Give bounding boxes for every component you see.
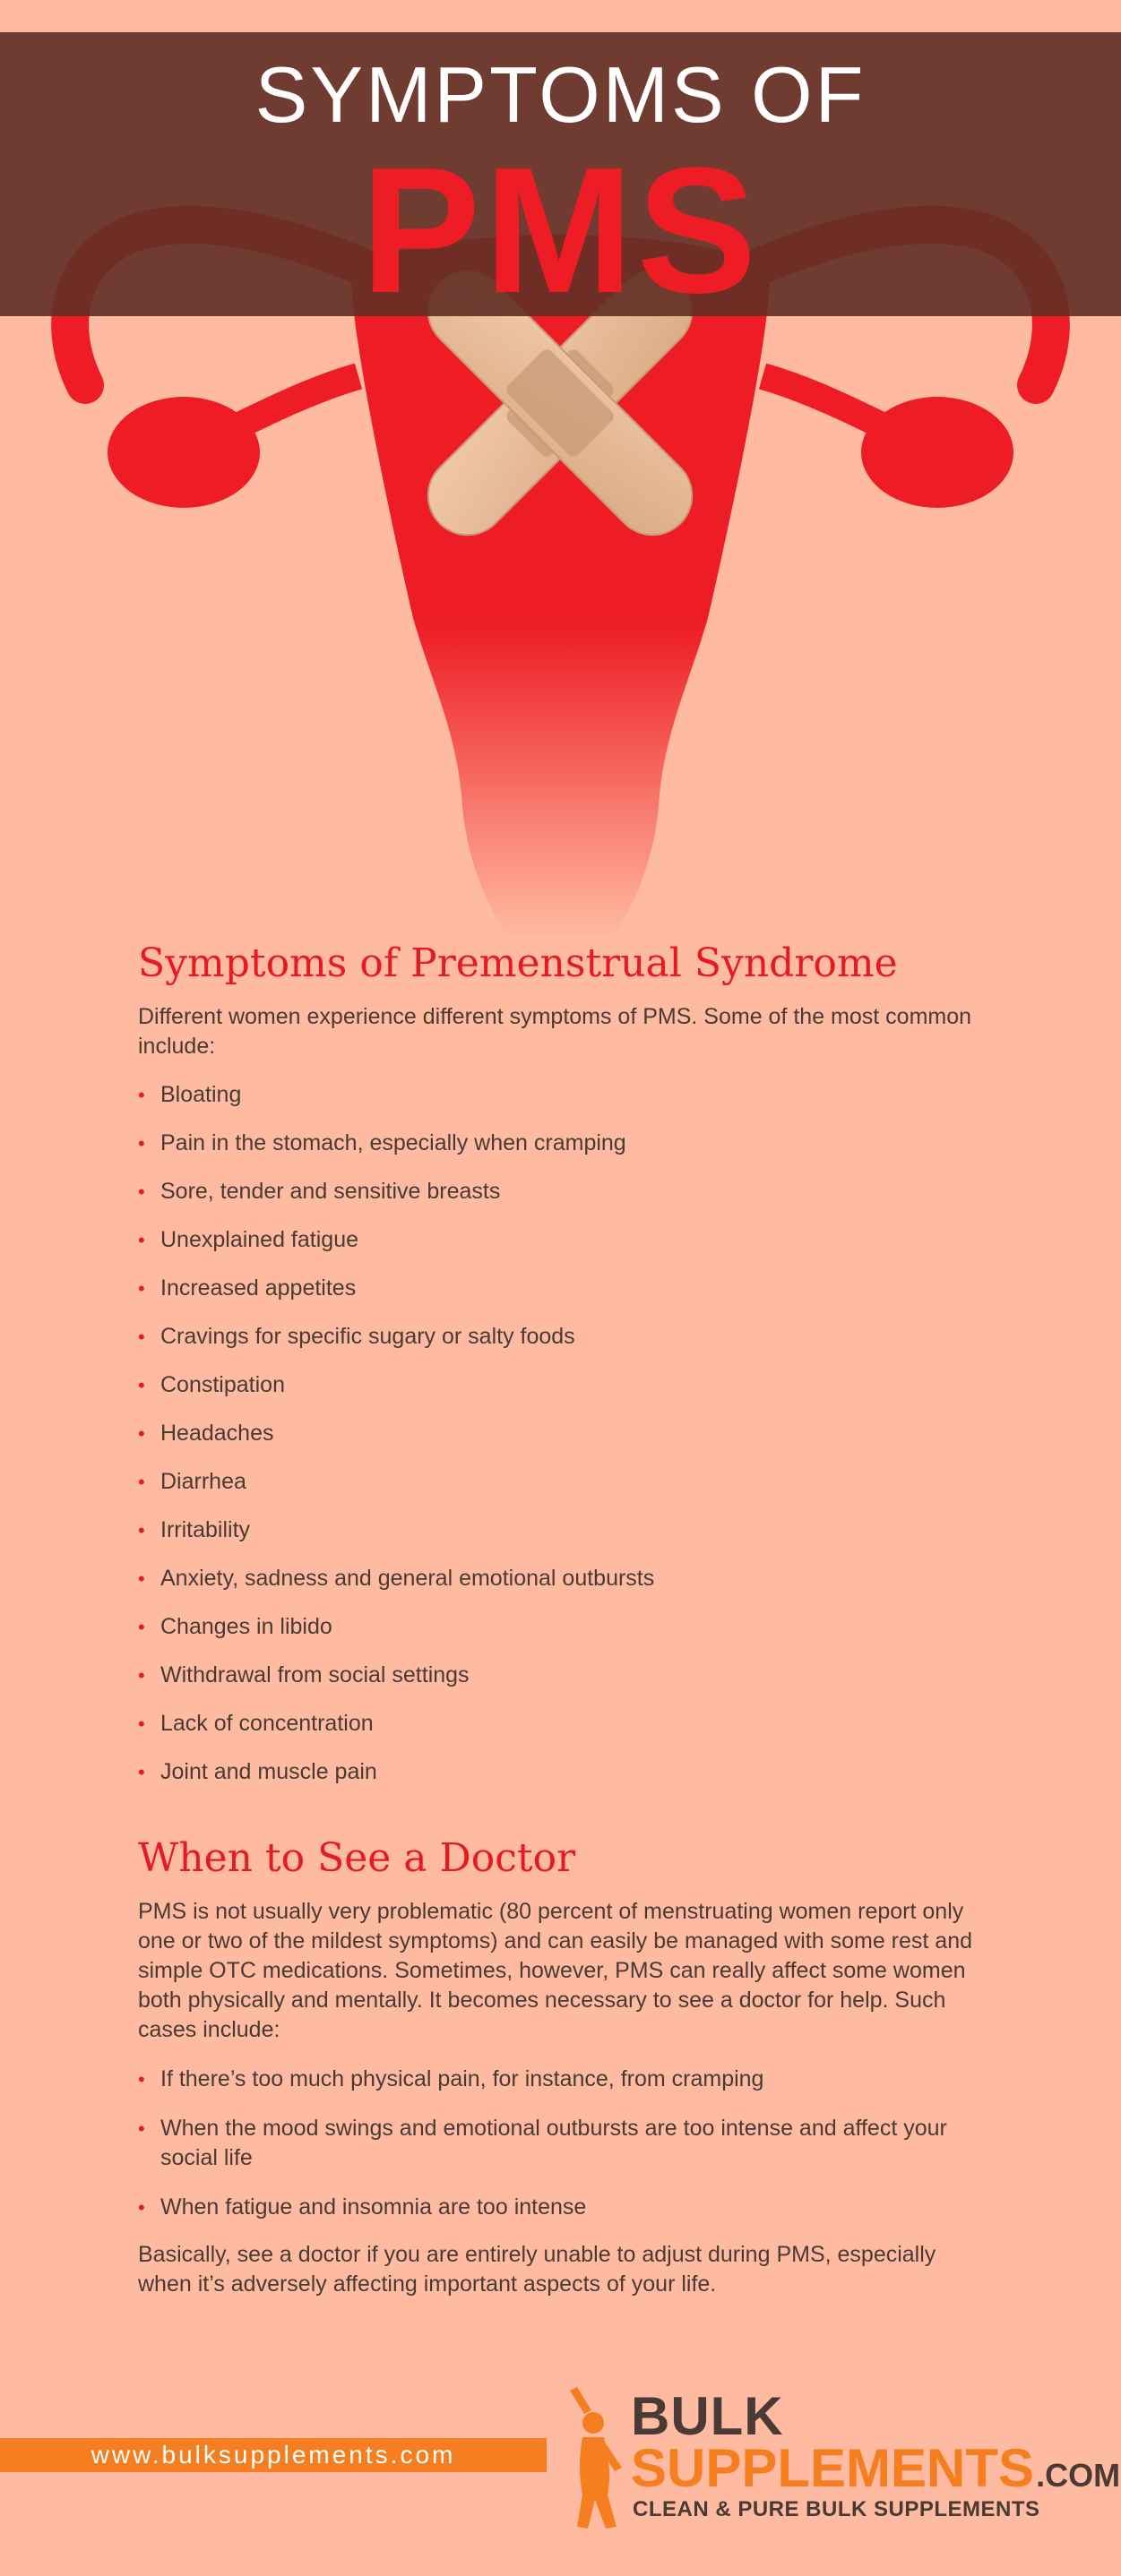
bullet-icon: •	[138, 1664, 145, 1687]
list-item	[138, 1370, 980, 1400]
list-item	[138, 1467, 980, 1497]
list-item	[138, 1516, 980, 1545]
list-item-text: Headaches	[160, 1421, 274, 1446]
list-item-text: Bloating	[160, 1082, 242, 1107]
bullet-icon: •	[138, 1567, 145, 1590]
bullet-icon: •	[138, 2117, 145, 2140]
symptoms-intro: Different women experience different symptoms of PMS. Some of the most common include:	[138, 1004, 972, 1059]
title-top: SYMPTOMS OF	[254, 50, 867, 139]
list-item-text: Unexplained fatigue	[160, 1227, 358, 1252]
list-item-text: Diarrhea	[160, 1469, 246, 1494]
list-item-text: Cravings for specific sugary or salty foods	[160, 1324, 575, 1349]
list-item-text: When the mood swings and emotional outbursts are too intense and affect your social life	[160, 2116, 947, 2170]
bullet-icon: •	[138, 1374, 145, 1396]
list-item-text: Lack of concentration	[160, 1711, 374, 1736]
doctor-intro: PMS is not usually very problematic (80 percent of menstruating women report only one or two of the mildest symptoms) and can easily be managed with some rest and simple OTC medications. Sometimes, however, PMS can really affect some women both physically and mentally. It becomes necessary to see a doctor for help. Such cases include:	[138, 1899, 973, 2042]
doctor-outro: Basically, see a doctor if you are entirely unable to adjust during PMS, especially when it’s adversely affecting important aspects of your life.	[138, 2242, 936, 2297]
doctor-heading: When to See a Doctor	[138, 1835, 576, 1881]
list-item	[138, 1274, 980, 1303]
list-item-text: Anxiety, sadness and general emotional outbursts	[160, 1566, 655, 1591]
brand-suffix: .COM	[1036, 2457, 1121, 2494]
brand-name-main: SUPPLEMENTS	[631, 2438, 1035, 2498]
brand-tagline: CLEAN & PURE BULK SUPPLEMENTS	[633, 2497, 1040, 2521]
list-item	[138, 2193, 980, 2222]
bullet-icon: •	[138, 1422, 145, 1445]
list-item-text: Withdrawal from social settings	[160, 1662, 470, 1687]
brand-name-line1: BULK	[631, 2386, 784, 2446]
list-item-text: Irritability	[160, 1517, 251, 1542]
list-item	[138, 1661, 980, 1690]
list-item	[138, 1177, 980, 1206]
list-item	[138, 2114, 980, 2173]
bullet-icon: •	[138, 1471, 145, 1493]
doctor-list	[138, 2065, 980, 2222]
content	[138, 936, 980, 2299]
url-bar	[0, 2438, 547, 2472]
bullet-icon: •	[138, 1616, 145, 1638]
list-item-text: Sore, tender and sensitive breasts	[160, 1179, 501, 1204]
bullet-icon: •	[138, 1181, 145, 1203]
list-item-text: Changes in libido	[160, 1614, 332, 1639]
uterus-body	[352, 235, 770, 940]
list-item-text: Joint and muscle pain	[160, 1759, 377, 1784]
list-item-text: Increased appetites	[160, 1275, 357, 1301]
list-item	[138, 1757, 980, 1787]
list-item	[138, 1612, 980, 1642]
website-link[interactable]: www.bulksupplements.com	[91, 2441, 456, 2469]
list-item	[138, 1080, 980, 1110]
person-raising-arm-icon	[557, 2387, 629, 2535]
symptoms-list	[138, 1080, 980, 1787]
list-item-text: If there’s too much physical pain, for instance, from cramping	[160, 2066, 764, 2091]
list-item-text: Pain in the stomach, especially when cramping	[160, 1130, 626, 1155]
list-item	[138, 1419, 980, 1448]
list-item-text: When fatigue and insomnia are too intense	[160, 2194, 587, 2220]
bullet-icon: •	[138, 1326, 145, 1348]
bullet-icon: •	[138, 2068, 145, 2091]
bullet-icon: •	[138, 1519, 145, 1541]
list-item	[138, 1564, 980, 1593]
list-item	[138, 1709, 980, 1739]
list-item	[138, 1129, 980, 1158]
bullet-icon: •	[138, 1229, 145, 1251]
list-item-text: Constipation	[160, 1372, 285, 1397]
list-item	[138, 1322, 980, 1352]
list-item	[138, 1225, 980, 1255]
brand-name-line2	[631, 2438, 1121, 2498]
bullet-icon: •	[138, 1084, 145, 1106]
bullet-icon: •	[138, 1277, 145, 1300]
bullet-icon: •	[138, 1713, 145, 1735]
symptoms-heading: Symptoms of Premenstrual Syndrome	[138, 940, 898, 986]
bullet-icon: •	[138, 1132, 145, 1155]
bullet-icon: •	[138, 2196, 145, 2219]
bullet-icon: •	[138, 1761, 145, 1783]
title-main: PMS	[360, 131, 761, 331]
list-item	[138, 2065, 980, 2094]
